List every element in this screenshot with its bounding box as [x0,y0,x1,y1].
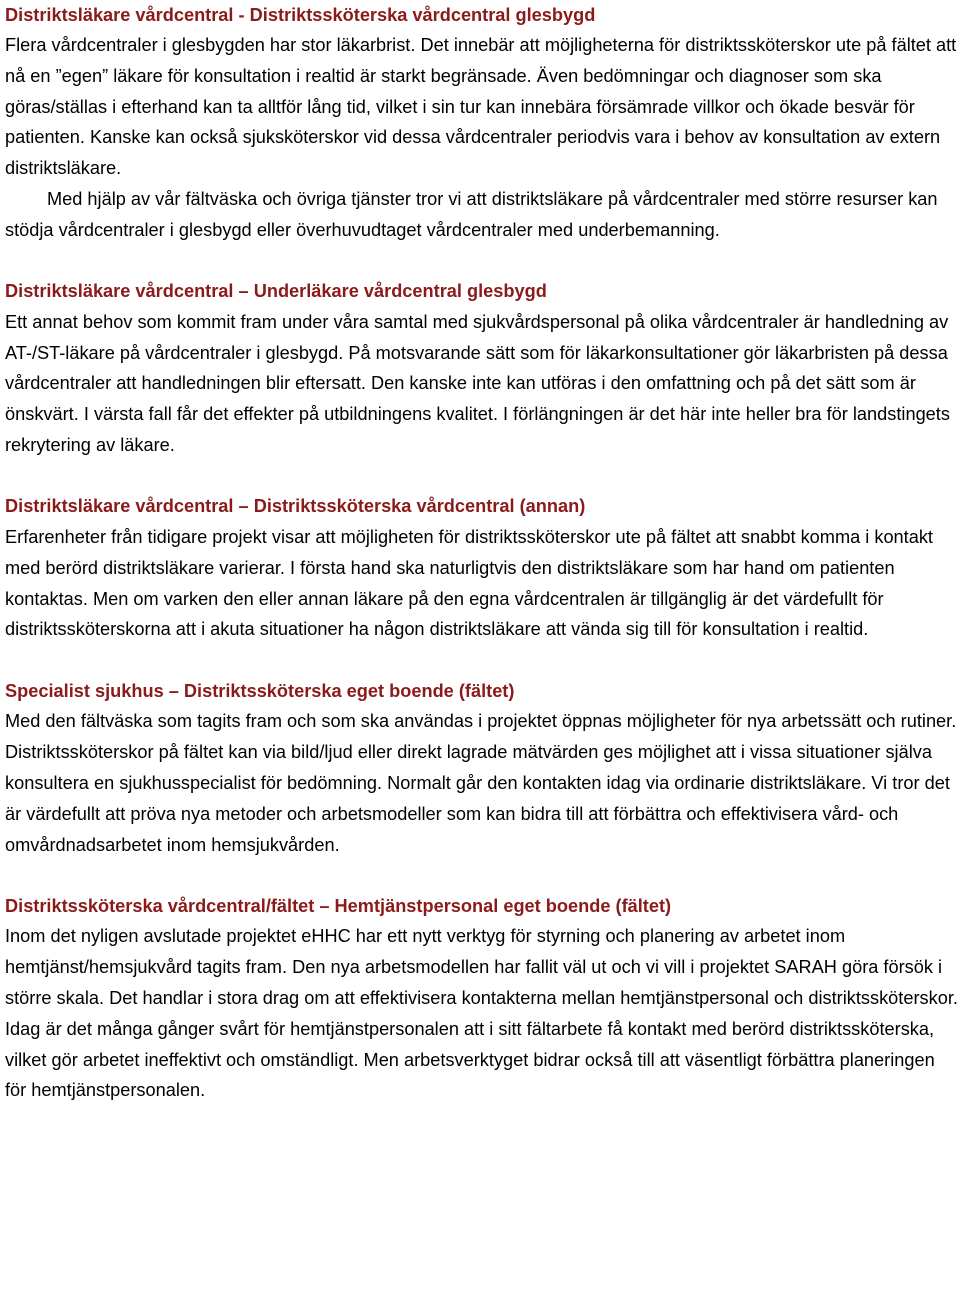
section-paragraph: Inom det nyligen avslutade projektet eHHC har ett nytt verktyg för styrning och planering av arbetet inom hemtjänst/hemsjukvård tagits fram. Den nya arbetsmodellen har fallit väl ut och vi vill i projektet SARAH göra försök i större skala. Det handlar i stora drag om att effektivisera kontakterna mellan hemtjänstpersonal och distriktssköterskor. Idag är det många gånger svårt för hemtjänstpersonalen att i sitt fältarbete få kontakt med berörd distriktssköterska, vilket gör arbetet ineffektivt och omständligt. Men arbetsverktyget bidrar också till att väsentligt förbättra planeringen för hemtjänstpersonalen. [5,926,958,1101]
section-heading: Distriktssköterska vårdcentral/fältet – Hemtjänstpersonal eget boende (fältet) [5,895,672,916]
section-paragraph: Flera vårdcentraler i glesbygden har stor läkarbrist. Det innebär att möjligheterna för distriktssköterskor ute på fältet att nå en ”egen” läkare för konsultation i realtid är starkt begränsade. Även bedömningar och diagnoser som ska göras/ställas i efterhand kan ta alltför lång tid, vilket i sin tur kan innebära försämrade villkor och ökade besvär för patienten. Kanske kan också sjuksköterskor vid dessa vårdcentraler periodvis vara i behov av konsultation av extern distriktsläkare. [5,35,957,179]
section-paragraph: Med den fältväska som tagits fram och som ska användas i projektet öppnas möjligheter för nya arbetssätt och rutiner. Distriktssköterskor på fältet kan via bild/ljud eller direkt lagrade mätvärden ges möjlighet att i vissa situationer själva konsultera en sjukhusspecialist för bedömning. Normalt går den kontakten idag via ordinarie distriktsläkare. Vi tror det är värdefullt att pröva nya metoder och arbetsmodeller som kan bidra till att förbättra och effektivisera vård- och omvårdnadsarbetet inom hemsjukvården. [5,711,957,855]
section-annan-vardcentral [5,491,960,645]
section-glesbygd-konsultation [5,0,960,246]
section-paragraph: Erfarenheter från tidigare projekt visar att möjligheten för distriktssköterskor ute på fältet att snabbt komma i kontakt med berörd distriktsläkare varierar. I första hand ska naturligtvis den distriktsläkare som har hand om patienten kontaktas. Men om varken den eller annan läkare på den egna vårdcentralen är tillgänglig är det värdefullt för distriktssköterskorna att i akuta situationer ha någon distriktsläkare att vända sig till för konsultation i realtid. [5,526,933,640]
section-spacer [5,860,960,891]
section-heading: Distriktsläkare vårdcentral – Distriktssköterska vårdcentral (annan) [5,496,586,517]
section-handledning [5,276,960,461]
section-heading: Distriktsläkare vårdcentral – Underläkare vårdcentral glesbygd [5,281,547,302]
section-hemtjanst [5,891,960,1106]
section-spacer [5,645,960,676]
section-paragraph: Med hjälp av vår fältväska och övriga tjänster tror vi att distriktsläkare på vårdcentraler med större resurser kan stödja vårdcentraler i glesbygd eller överhuvudtaget vårdcentraler med underbemanning. [5,188,938,240]
section-heading: Specialist sjukhus – Distriktssköterska eget boende (fältet) [5,680,515,701]
section-spacer [5,246,960,277]
section-spacer [5,461,960,492]
section-specialist-sjukhus [5,676,960,861]
section-paragraph: Ett annat behov som kommit fram under våra samtal med sjukvårdspersonal på olika vårdcentraler är handledning av AT-/ST-läkare på vårdcentraler i glesbygd. På motsvarande sätt som för läkarkonsultationer gör läkarbristen på dessa vårdcentraler att handledningen blir eftersatt. Den kanske inte kan utföras i den omfattning och på det sätt som är önskvärt. I värsta fall får det effekter på utbildningens kvalitet. I förlängningen är det här inte heller bra för landstingets rekrytering av läkare. [5,311,950,455]
section-heading: Distriktsläkare vårdcentral - Distriktssköterska vårdcentral glesbygd [5,5,596,25]
